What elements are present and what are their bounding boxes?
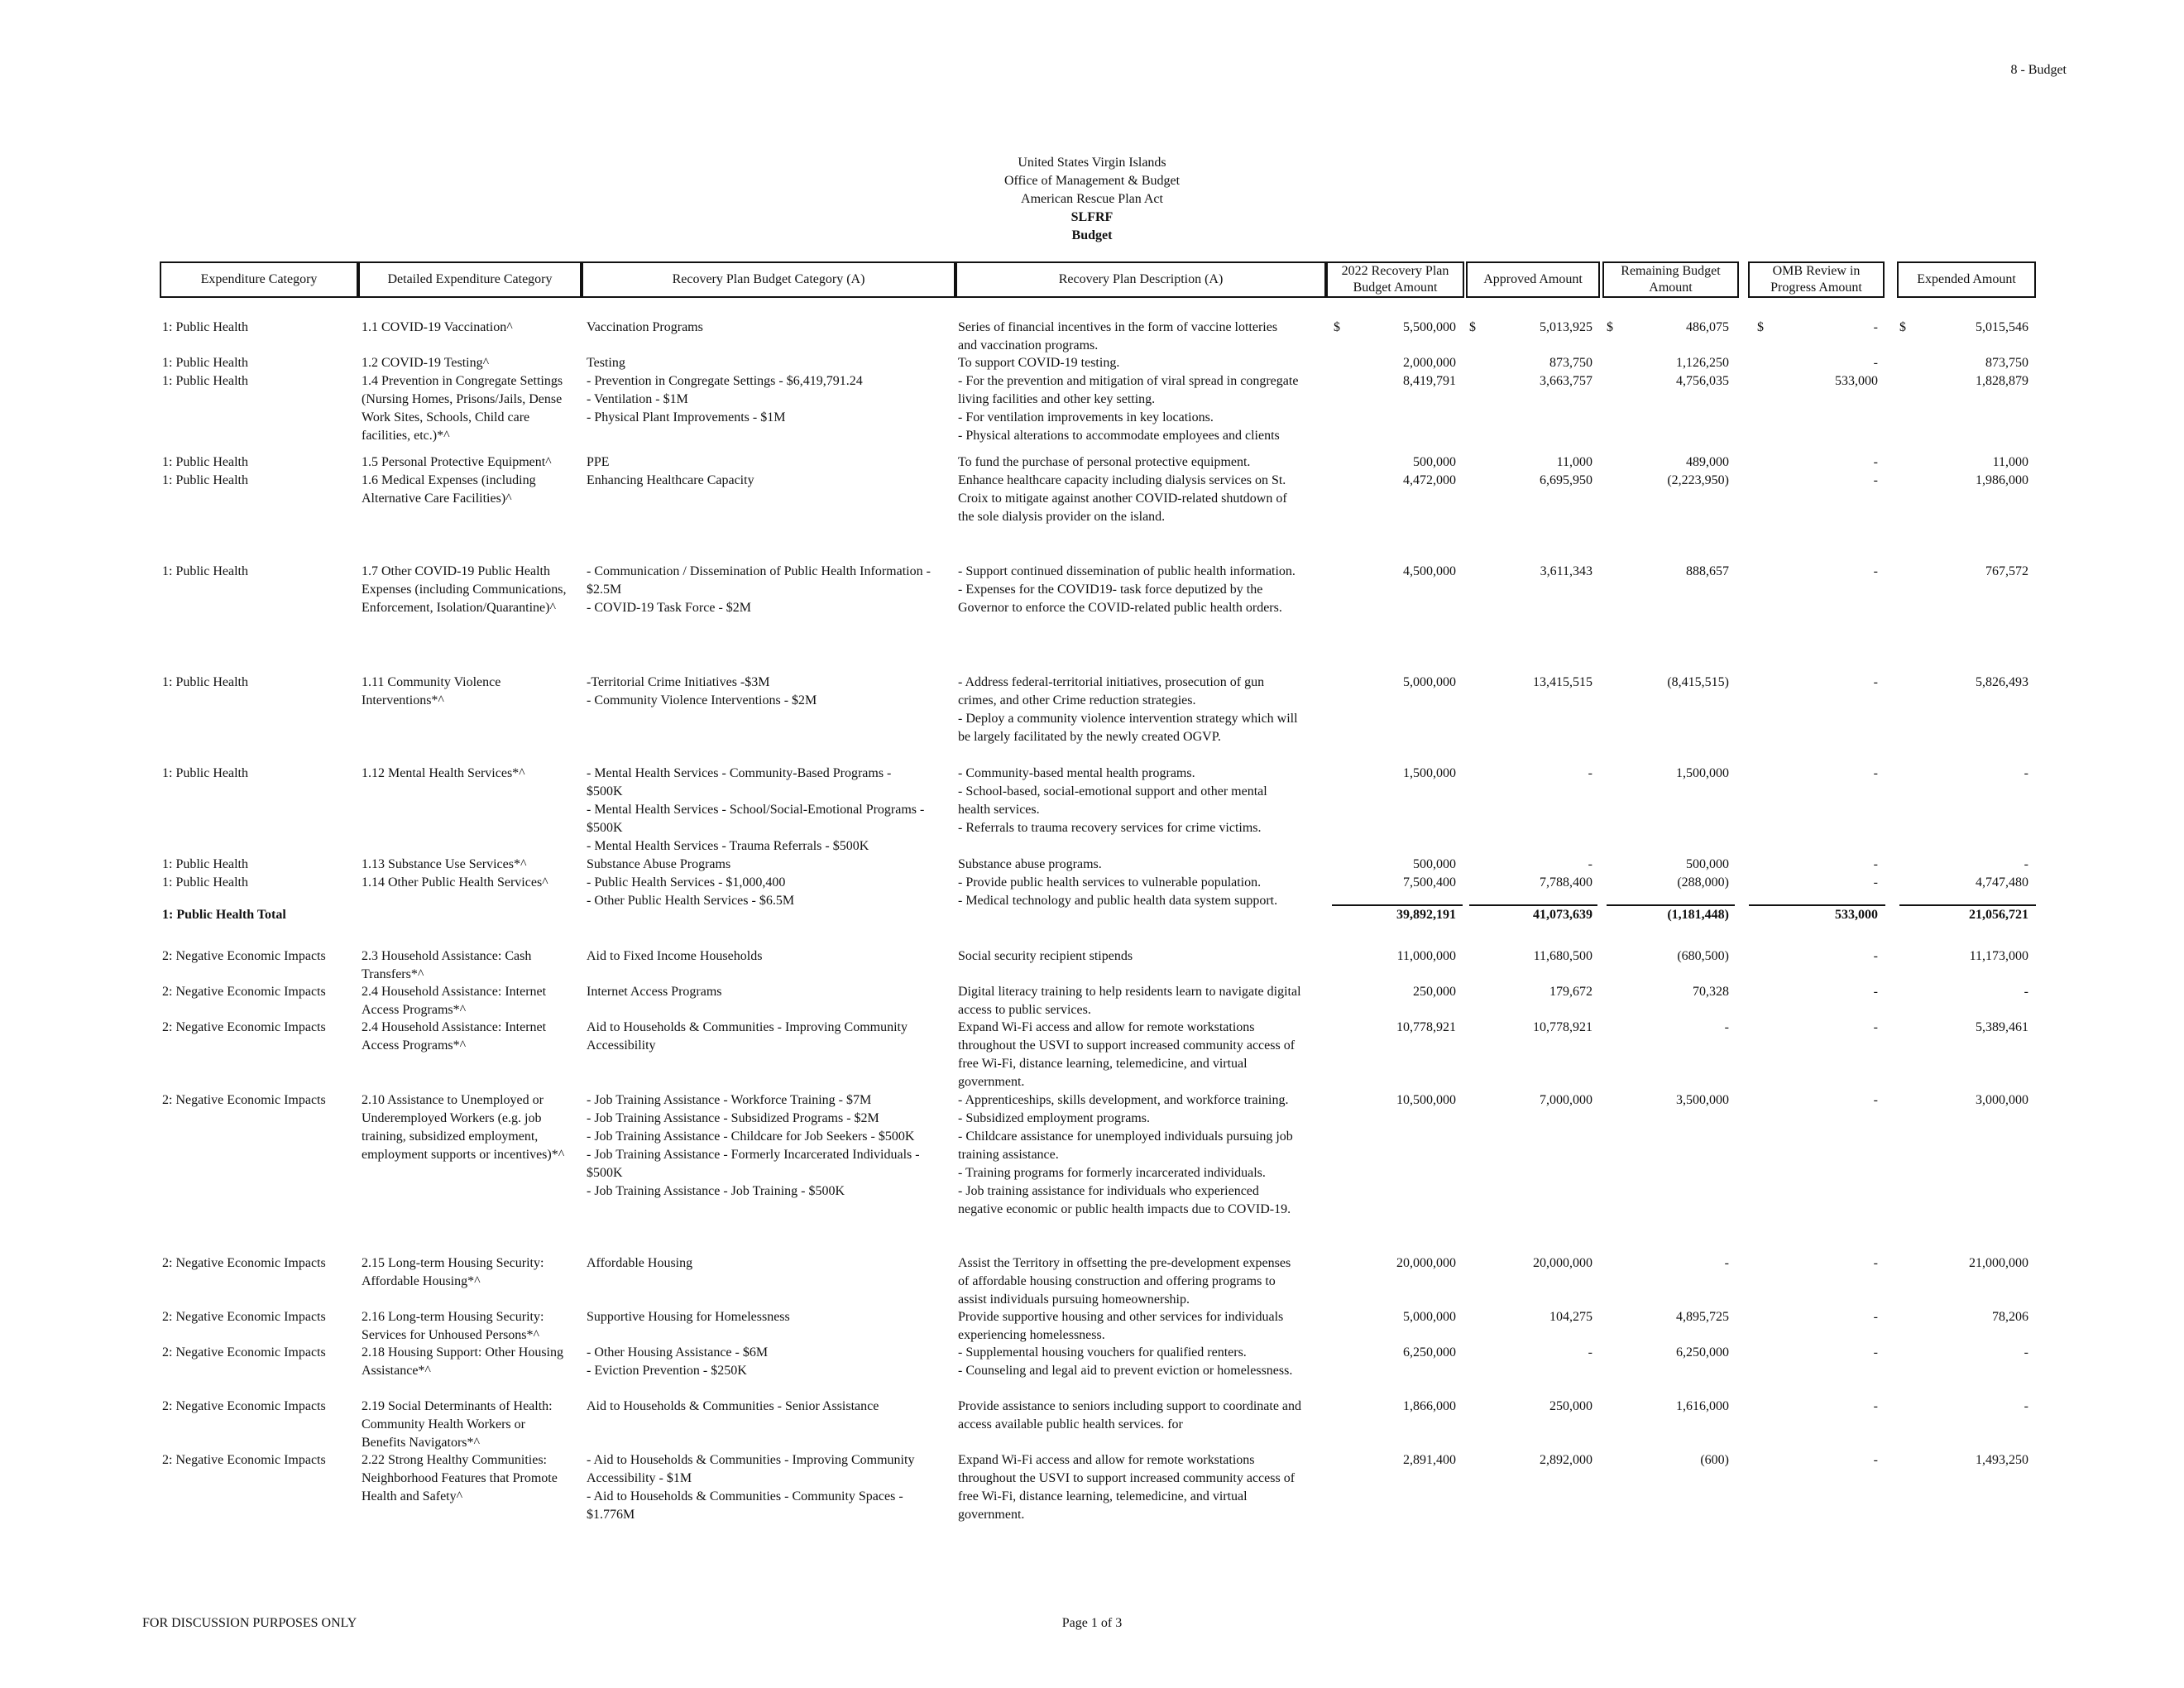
cell-n3: 500,000 <box>1686 857 1729 871</box>
cell-desc: Provide assistance to seniors including support to coordinate and access available public health services. for <box>958 1399 1302 1431</box>
col-header-label: Remaining Budget Amount <box>1621 264 1721 295</box>
col-header-plan-budget-category <box>582 261 956 298</box>
cell-n2: 873,750 <box>1549 356 1592 370</box>
cell-n5: - <box>2024 766 2028 780</box>
cell-n3: 1,126,250 <box>1676 356 1729 370</box>
cell-n5: 11,173,000 <box>1969 949 2028 963</box>
cell-desc: Digital literacy training to help residents learn to navigate digital access to public services. <box>958 985 1301 1017</box>
cell-n5: 1,493,250 <box>1976 1453 2028 1467</box>
cell-n2: 250,000 <box>1549 1399 1592 1413</box>
cell-desc: To fund the purchase of personal protective equipment. <box>958 455 1251 469</box>
cell-n4: 533,000 <box>1835 908 1878 922</box>
cell-cat: 1: Public Health Total <box>162 908 286 922</box>
cell-n1: 6,250,000 <box>1403 1345 1456 1360</box>
cell-n4: - <box>1873 875 1878 890</box>
total-rule <box>1607 904 1735 906</box>
cell-det: 2.19 Social Determinants of Health: Community Health Workers or Benefits Navigators*^ <box>362 1399 553 1450</box>
col-header-approved-amount <box>1466 261 1600 298</box>
cell-cat: 1: Public Health <box>162 473 248 487</box>
cell-desc: - Apprenticeships, skills development, and workforce training. - Subsidized employment programs. - Childcare assistance for unemployed individuals pursuing job training assistance. - Training programs for formerly incarcerated individuals. - Job training assistance for individuals who experienced negative economic or public health impacts due to COVID-19. <box>958 1093 1293 1216</box>
cell-n5: 1,828,879 <box>1976 374 2028 388</box>
cell-n1: 5,000,000 <box>1403 1310 1456 1324</box>
cell-desc: Expand Wi-Fi access and allow for remote workstations throughout the USVI to support increased community access of free Wi-Fi, distance learning, telemedicine, and virtual government. <box>958 1453 1296 1522</box>
cell-n3: (2,223,950) <box>1667 473 1729 487</box>
total-rule <box>1899 904 2036 906</box>
total-rule <box>1332 904 1463 906</box>
cell-n1: 2,891,400 <box>1403 1453 1456 1467</box>
cell-n5: 873,750 <box>1985 356 2028 370</box>
cell-n2: 11,680,500 <box>1533 949 1592 963</box>
cell-desc: - Provide public health services to vulnerable population. - Medical technology and public health data system support. <box>958 875 1278 908</box>
col-header-label: Expenditure Category <box>200 272 318 286</box>
cell-plan: Internet Access Programs <box>587 985 722 999</box>
cell-n5: - <box>2024 985 2028 999</box>
cell-n5: 5,826,493 <box>1976 675 2028 689</box>
footer-disclaimer: FOR DISCUSSION PURPOSES ONLY <box>142 1616 357 1630</box>
cell-cat: 2: Negative Economic Impacts <box>162 1256 326 1270</box>
cell-cat: 1: Public Health <box>162 875 248 890</box>
col-header-label: Detailed Expenditure Category <box>387 272 553 286</box>
cell-n1: 10,778,921 <box>1396 1020 1456 1034</box>
cell-n4: - <box>1873 985 1878 999</box>
col-header-label: Approved Amount <box>1483 272 1583 286</box>
cell-plan: Enhancing Healthcare Capacity <box>587 473 754 487</box>
cell-cat: 2: Negative Economic Impacts <box>162 1310 326 1324</box>
col-header-remaining-budget <box>1602 261 1739 298</box>
cell-n4: - <box>1873 356 1878 370</box>
cell-plan: - Other Housing Assistance - $6M - Eviction Prevention - $250K <box>587 1345 769 1378</box>
cell-n4: - <box>1873 1453 1878 1467</box>
cell-plan: - Public Health Services - $1,000,400 - Other Public Health Services - $6.5M <box>587 875 795 908</box>
cell-n2: 3,611,343 <box>1540 564 1592 578</box>
cell-det: 1.6 Medical Expenses (including Alternative Care Facilities)^ <box>362 473 536 506</box>
cell-n1: 1,500,000 <box>1403 766 1456 780</box>
cell-n2: 7,000,000 <box>1540 1093 1592 1107</box>
cell-plan: - Job Training Assistance - Workforce Training - $7M - Job Training Assistance - Subsidized Programs - $2M - Job Training Assistance - Childcare for Job Seekers - $500K - Job Training Assistance - Formerly Incarcerated Individuals - $500K - Job Training Assistance - Job Training - $500K <box>587 1093 920 1198</box>
cell-n1: 39,892,191 <box>1396 908 1456 922</box>
col-header-plan-description <box>956 261 1326 298</box>
cell-det: 2.4 Household Assistance: Internet Access Programs*^ <box>362 985 547 1017</box>
cell-n3: 4,895,725 <box>1676 1310 1729 1324</box>
cell-det: 2.22 Strong Healthy Communities: Neighborhood Features that Promote Health and Safety^ <box>362 1453 558 1503</box>
cell-cat: 1: Public Health <box>162 857 248 871</box>
cell-n2: 3,663,757 <box>1540 374 1592 388</box>
cell-n2: - <box>1588 1345 1592 1360</box>
cell-n4: - <box>1873 949 1878 963</box>
currency-symbol: $ <box>1334 320 1340 334</box>
cell-plan: Aid to Households & Communities - Senior Assistance <box>587 1399 879 1413</box>
cell-n2: 13,415,515 <box>1533 675 1592 689</box>
cell-plan: - Aid to Households & Communities - Improving Community Accessibility - $1M - Aid to Households & Communities - Community Spaces - $1.776M <box>587 1453 915 1522</box>
cell-n3: 1,616,000 <box>1676 1399 1729 1413</box>
cell-n3: 70,328 <box>1693 985 1729 999</box>
cell-n4: - <box>1873 320 1878 334</box>
cell-n3: (600) <box>1700 1453 1729 1467</box>
cell-desc: - Supplemental housing vouchers for qualified renters. - Counseling and legal aid to prevent eviction or homelessness. <box>958 1345 1293 1378</box>
col-header-label: Recovery Plan Description (A) <box>1058 272 1224 286</box>
cell-plan: Supportive Housing for Homelessness <box>587 1310 790 1324</box>
cell-n3: 4,756,035 <box>1676 374 1729 388</box>
cell-n2: 6,695,950 <box>1540 473 1592 487</box>
cell-cat: 1: Public Health <box>162 455 248 469</box>
cell-desc: Assist the Territory in offsetting the pre-development expenses of affordable housing construction and offering programs to assist individuals pursuing homeownership. <box>958 1256 1291 1307</box>
cell-plan: Aid to Fixed Income Households <box>587 949 763 963</box>
cell-det: 1.4 Prevention in Congregate Settings (Nursing Homes, Prisons/Jails, Dense Work Sites, Schools, Child care facilities, etc.)*^ <box>362 374 563 443</box>
cell-n5: 3,000,000 <box>1976 1093 2028 1107</box>
cell-desc: Enhance healthcare capacity including dialysis services on St. Croix to mitigate against another COVID-related shutdown of the sole dialysis provider on the island. <box>958 473 1287 524</box>
cell-plan: Testing <box>587 356 625 370</box>
cell-desc: Substance abuse programs. <box>958 857 1102 871</box>
cell-n1: 4,500,000 <box>1403 564 1456 578</box>
cell-desc: - Community-based mental health programs. - School-based, social-emotional support and other mental health services. - Referrals to trauma recovery services for crime victims. <box>958 766 1267 835</box>
cell-n5: 5,389,461 <box>1976 1020 2028 1034</box>
currency-symbol: $ <box>1899 320 1906 334</box>
total-rule <box>1469 904 1597 906</box>
cell-det: 2.18 Housing Support: Other Housing Assistance*^ <box>362 1345 563 1378</box>
cell-n3: (680,500) <box>1677 949 1729 963</box>
cell-n4: - <box>1873 1345 1878 1360</box>
col-header-label: OMB Review in Progress Amount <box>1770 264 1862 295</box>
cell-n5: 767,572 <box>1985 564 2028 578</box>
cell-det: 1.1 COVID-19 Vaccination^ <box>362 320 513 334</box>
cell-cat: 2: Negative Economic Impacts <box>162 949 326 963</box>
cell-n5: 4,747,480 <box>1976 875 2028 890</box>
cell-cat: 2: Negative Economic Impacts <box>162 1345 326 1360</box>
cell-cat: 1: Public Health <box>162 356 248 370</box>
cell-plan: - Communication / Dissemination of Public Health Information - $2.5M - COVID-19 Task Force - $2M <box>587 564 931 615</box>
cell-n3: 486,075 <box>1686 320 1729 334</box>
cell-n2: 20,000,000 <box>1533 1256 1592 1270</box>
cell-n1: 1,866,000 <box>1403 1399 1456 1413</box>
cell-det: 1.14 Other Public Health Services^ <box>362 875 548 890</box>
cell-n4: - <box>1873 1020 1878 1034</box>
cell-n2: 41,073,639 <box>1533 908 1592 922</box>
cell-plan: Substance Abuse Programs <box>587 857 731 871</box>
col-header-budget-amount <box>1326 261 1464 298</box>
cell-plan: Affordable Housing <box>587 1256 693 1270</box>
col-header-label: Recovery Plan Budget Category (A) <box>672 272 865 286</box>
cell-n2: 104,275 <box>1549 1310 1592 1324</box>
header-line-bold: SLFRF <box>1070 210 1114 224</box>
cell-n3: (1,181,448) <box>1667 908 1729 922</box>
cell-desc: Expand Wi-Fi access and allow for remote workstations throughout the USVI to support increased community access of free Wi-Fi, distance learning, telemedicine, and virtual government. <box>958 1020 1296 1089</box>
cell-n4: - <box>1873 1256 1878 1270</box>
cell-n2: 11,000 <box>1556 455 1592 469</box>
cell-det: 2.4 Household Assistance: Internet Access Programs*^ <box>362 1020 547 1053</box>
cell-n1: 20,000,000 <box>1396 1256 1456 1270</box>
page-number: Page 1 of 3 <box>1061 1616 1123 1630</box>
cell-n5: 11,000 <box>1992 455 2028 469</box>
cell-det: 1.2 COVID-19 Testing^ <box>362 356 490 370</box>
cell-n3: (8,415,515) <box>1667 675 1729 689</box>
total-rule <box>1749 904 1885 906</box>
col-header-label: 2022 Recovery Plan Budget Amount <box>1341 264 1449 295</box>
cell-desc: Provide supportive housing and other services for individuals experiencing homelessness. <box>958 1310 1284 1342</box>
cell-n5: 1,986,000 <box>1976 473 2028 487</box>
cell-n2: 179,672 <box>1549 985 1592 999</box>
cell-plan: - Mental Health Services - Community-Based Programs - $500K - Mental Health Services - School/Social-Emotional Programs - $500K - Mental Health Services - Trauma Referrals - $500K <box>587 766 925 853</box>
header-line: Office of Management & Budget <box>1003 174 1181 188</box>
cell-n4: - <box>1873 857 1878 871</box>
cell-n3: 888,657 <box>1686 564 1729 578</box>
cell-cat: 2: Negative Economic Impacts <box>162 1399 326 1413</box>
cell-det: 2.15 Long-term Housing Security: Affordable Housing*^ <box>362 1256 544 1288</box>
cell-n5: - <box>2024 1345 2028 1360</box>
cell-n5: - <box>2024 1399 2028 1413</box>
cell-n4: 533,000 <box>1835 374 1878 388</box>
cell-n3: 3,500,000 <box>1676 1093 1729 1107</box>
cell-det: 2.16 Long-term Housing Security: Services for Unhoused Persons*^ <box>362 1310 544 1342</box>
cell-n3: (288,000) <box>1677 875 1729 890</box>
cell-plan: -Territorial Crime Initiatives -$3M - Community Violence Interventions - $2M <box>587 675 817 707</box>
document-header <box>0 154 2184 245</box>
currency-symbol: $ <box>1757 320 1764 334</box>
cell-desc: - For the prevention and mitigation of viral spread in congregate living facilities and other key setting. - For ventilation improvements in key locations. - Physical alterations to accommodate employees and clients <box>958 374 1299 443</box>
cell-n1: 250,000 <box>1413 985 1456 999</box>
cell-n1: 500,000 <box>1413 857 1456 871</box>
cell-n4: - <box>1873 1093 1878 1107</box>
cell-n2: - <box>1588 857 1592 871</box>
cell-cat: 2: Negative Economic Impacts <box>162 1453 326 1467</box>
col-header-omb-review <box>1748 261 1885 298</box>
cell-det: 1.5 Personal Protective Equipment^ <box>362 455 552 469</box>
cell-n5: 21,056,721 <box>1969 908 2028 922</box>
cell-n4: - <box>1873 473 1878 487</box>
cell-n1: 5,000,000 <box>1403 675 1456 689</box>
cell-n1: 2,000,000 <box>1403 356 1456 370</box>
cell-det: 1.11 Community Violence Interventions*^ <box>362 675 501 707</box>
cell-cat: 2: Negative Economic Impacts <box>162 985 326 999</box>
cell-det: 2.10 Assistance to Unemployed or Underemployed Workers (e.g. job training, subsidized employment, employment supports or incentives)*^ <box>362 1093 565 1162</box>
cell-n2: 7,788,400 <box>1540 875 1592 890</box>
currency-symbol: $ <box>1607 320 1613 334</box>
cell-desc: Series of financial incentives in the form of vaccine lotteries and vaccination programs. <box>958 320 1278 352</box>
col-header-expended-amount <box>1897 261 2036 298</box>
cell-desc: Social security recipient stipends <box>958 949 1133 963</box>
col-header-expenditure-category <box>160 261 358 298</box>
cell-n5: 5,015,546 <box>1976 320 2028 334</box>
cell-n3: 6,250,000 <box>1676 1345 1729 1360</box>
cell-desc: To support COVID-19 testing. <box>958 356 1120 370</box>
cell-n3: 489,000 <box>1686 455 1729 469</box>
cell-n1: 5,500,000 <box>1403 320 1456 334</box>
cell-n2: 10,778,921 <box>1533 1020 1592 1034</box>
header-line-bold: Budget <box>1071 228 1113 242</box>
cell-det: 1.12 Mental Health Services*^ <box>362 766 525 780</box>
cell-n4: - <box>1873 564 1878 578</box>
cell-n5: 21,000,000 <box>1969 1256 2028 1270</box>
cell-n4: - <box>1873 1310 1878 1324</box>
cell-cat: 2: Negative Economic Impacts <box>162 1020 326 1034</box>
cell-desc: - Address federal-territorial initiatives, prosecution of gun crimes, and other Crime reduction strategies. - Deploy a community violence intervention strategy which will be largely facilitated by the newly created OGVP. <box>958 675 1298 744</box>
cell-cat: 1: Public Health <box>162 675 248 689</box>
cell-cat: 2: Negative Economic Impacts <box>162 1093 326 1107</box>
cell-n1: 8,419,791 <box>1403 374 1456 388</box>
cell-n3: - <box>1724 1020 1729 1034</box>
cell-n1: 4,472,000 <box>1403 473 1456 487</box>
cell-det: 1.7 Other COVID-19 Public Health Expenses (including Communications, Enforcement, Isolation/Quarantine)^ <box>362 564 567 615</box>
cell-n3: 1,500,000 <box>1676 766 1729 780</box>
header-line: United States Virgin Islands <box>1018 156 1166 170</box>
cell-desc: - Support continued dissemination of public health information. - Expenses for the COVID19- task force deputized by the Governor to enforce the COVID-related public health orders. <box>958 564 1296 615</box>
cell-cat: 1: Public Health <box>162 320 248 334</box>
col-header-label: Expended Amount <box>1917 272 2016 286</box>
cell-n4: - <box>1873 675 1878 689</box>
cell-cat: 1: Public Health <box>162 766 248 780</box>
cell-n2: - <box>1588 766 1592 780</box>
col-header-detailed-category <box>358 261 582 298</box>
cell-n4: - <box>1873 766 1878 780</box>
cell-cat: 1: Public Health <box>162 374 248 388</box>
cell-det: 2.3 Household Assistance: Cash Transfers*^ <box>362 949 532 981</box>
cell-plan: Vaccination Programs <box>587 320 703 334</box>
cell-n3: - <box>1724 1256 1729 1270</box>
cell-n5: - <box>2024 857 2028 871</box>
cell-n2: 5,013,925 <box>1540 320 1592 334</box>
cell-n1: 10,500,000 <box>1396 1093 1456 1107</box>
cell-n1: 11,000,000 <box>1396 949 1456 963</box>
cell-cat: 1: Public Health <box>162 564 248 578</box>
cell-det: 1.13 Substance Use Services*^ <box>362 857 527 871</box>
cell-n5: 78,206 <box>1992 1310 2028 1324</box>
currency-symbol: $ <box>1469 320 1476 334</box>
cell-plan: Aid to Households & Communities - Improving Community Accessibility <box>587 1020 908 1053</box>
cell-n4: - <box>1873 455 1878 469</box>
cell-plan: PPE <box>587 455 610 469</box>
cell-n4: - <box>1873 1399 1878 1413</box>
cell-n1: 500,000 <box>1413 455 1456 469</box>
page-corner-label: 8 - Budget <box>2010 63 2067 77</box>
cell-plan: - Prevention in Congregate Settings - $6,419,791.24 - Ventilation - $1M - Physical Plant Improvements - $1M <box>587 374 863 424</box>
header-line: American Rescue Plan Act <box>1021 192 1163 206</box>
cell-n2: 2,892,000 <box>1540 1453 1592 1467</box>
cell-n1: 7,500,400 <box>1403 875 1456 890</box>
